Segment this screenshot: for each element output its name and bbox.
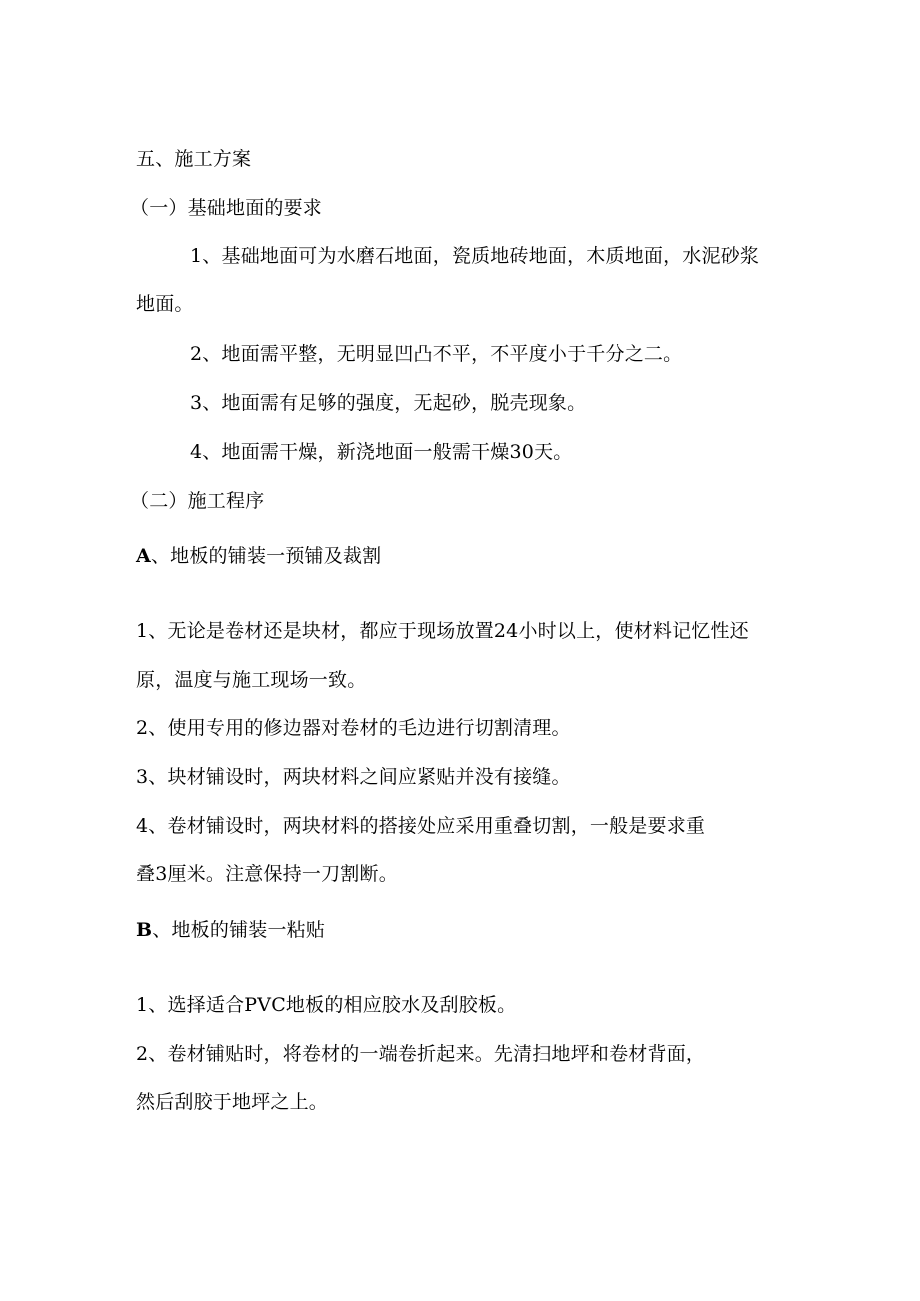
subsection-a-heading	[136, 544, 381, 568]
part1-heading: （一）基础地面的要求	[130, 197, 323, 219]
part1-item-2: 2、地面需平整，无明显凹凸不平，不平度小于千分之二。	[190, 343, 683, 365]
subA-item-3: 3、块材铺设时，两块材料之间应紧贴并没有接缝。	[136, 766, 571, 788]
subA-item-1-line1: 1、无论是卷材还是块材，都应于现场放置24小时以上，使材料记忆性还	[136, 620, 749, 642]
subA-item-4-line2: 叠3厘米。注意保持一刀割断。	[136, 863, 398, 885]
subsection-b-heading	[136, 918, 325, 942]
part1-item-1-line2: 地面。	[136, 293, 194, 315]
section-title: 五、施工方案	[136, 148, 252, 170]
part1-item-1-line1: 1、基础地面可为水磨石地面，瓷质地砖地面，木质地面，水泥砂浆	[190, 245, 760, 267]
subsection-b-title: 、地板的铺装一粘贴	[152, 919, 326, 941]
subB-item-2-line2: 然后刮胶于地坪之上。	[136, 1091, 329, 1113]
subsection-b-letter: B	[136, 919, 153, 941]
part2-heading: （二）施工程序	[130, 490, 265, 512]
subB-item-1: 1、选择适合PVC地板的相应胶水及刮胶板。	[136, 994, 517, 1016]
subA-item-1-line2: 原，温度与施工现场一致。	[136, 669, 367, 691]
part1-item-4: 4、地面需干燥，新浇地面一般需干燥30天。	[190, 441, 573, 463]
subsection-a-title: 、地板的铺装一预铺及裁割	[150, 545, 382, 567]
subB-item-2-line1: 2、卷材铺贴时，将卷材的一端卷折起来。先清扫地坪和卷材背面，	[136, 1043, 706, 1065]
subsection-a-letter: A	[136, 545, 151, 567]
subA-item-4-line1: 4、卷材铺设时，两块材料的搭接处应采用重叠切割，一般是要求重	[136, 815, 706, 837]
subA-item-2: 2、使用专用的修边器对卷材的毛边进行切割清理。	[136, 717, 571, 739]
part1-item-3: 3、地面需有足够的强度，无起砂，脱壳现象。	[190, 392, 587, 414]
